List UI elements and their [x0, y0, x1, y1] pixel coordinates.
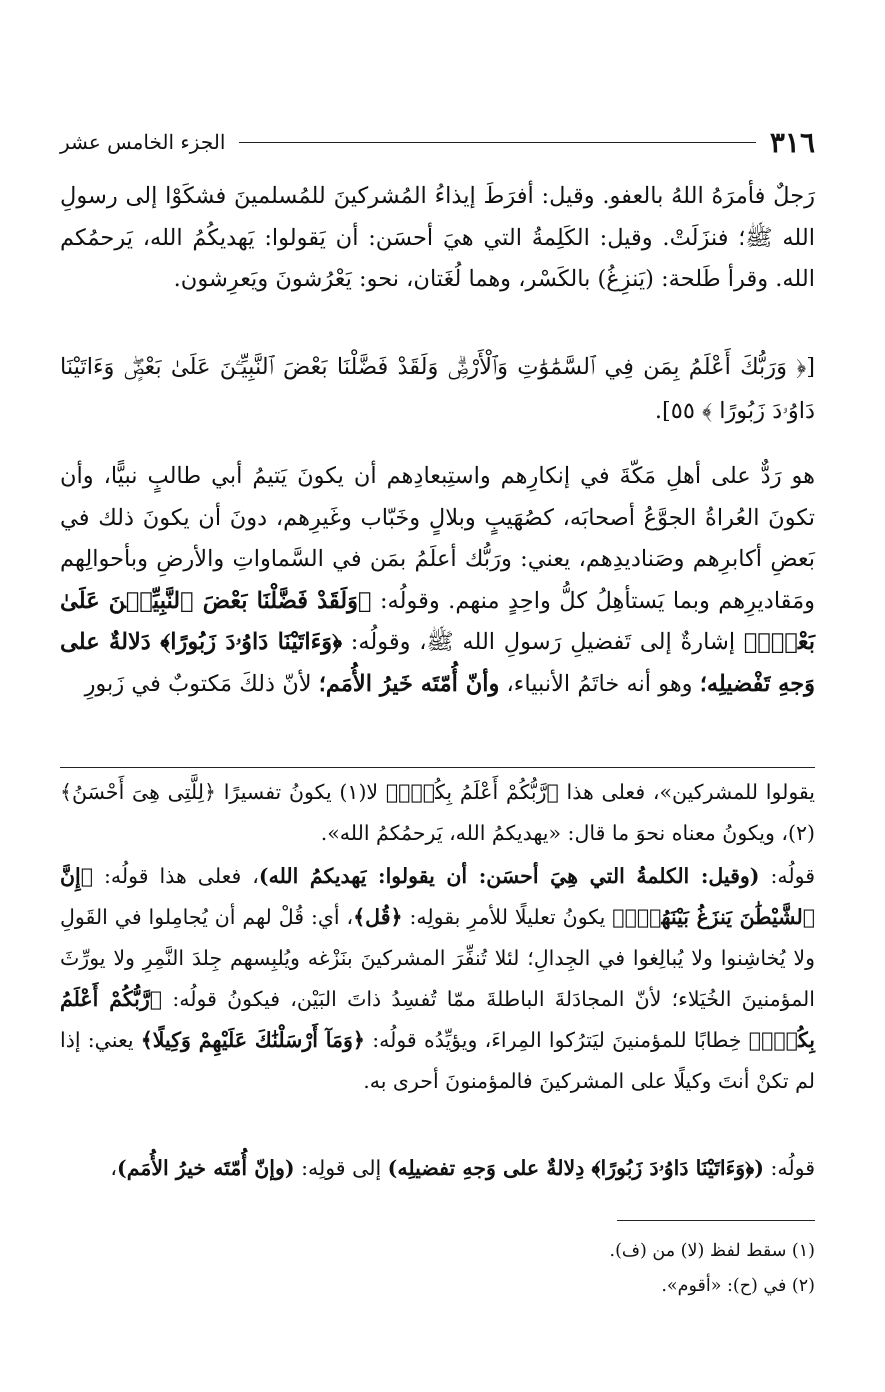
paragraph-2-part-1: هو رَدٌّ على أهلِ مَكّةَ في إنكارِهم واستِبعادِهم أن يكونَ يَتيمُ أبي طالبٍ نبيًّا، وأن تكونَ العُراةُ الجوَّعُ أصحابَه، كصُهَيبٍ وبلالٍ وخَبّاب وغَيرِهم، دونَ أن يكونَ ذلك في بَعضِ أكابرِهم وصَناديدِهم، يعني: ورَبُّك أعلَمُ بمَن في السَّماواتِ والأرضِ وبأحوالِهم ومَقاديرِهم وبما يَستأهِلُ كلُّ واحِدٍ منهم. وقولُه: — [60, 463, 815, 614]
commentary-3-bold-2: (وإنّ أُمّتَه خيرُ الأُمَم) — [117, 1156, 295, 1180]
commentary-3-intro: قولُه: — [763, 1156, 815, 1180]
commentary-2-text-4: خِطابًا للمؤمنينَ ليَترُكوا المِراءَ، ويؤيِّدُه قولُه: — [364, 1028, 749, 1052]
page-number: ٣١٦ — [769, 125, 815, 159]
paragraph-2 — [60, 456, 815, 705]
commentary-2-bold-1: (وقيل: الكلمةُ التي هِيَ أحسَن: أن يقولوا: يَهديكمُ الله) — [258, 864, 760, 888]
paragraph-2-part-2: إشارةٌ إلى تَفضيلِ رَسولِ الله ﷺ، وقولُه: — [342, 629, 744, 655]
footnote-rule — [617, 1220, 815, 1221]
commentary-2-intro: قولُه: — [759, 864, 816, 888]
commentary-2-quote-3: ﴿رَّبُّكُمْ أَعْلَمُ بِكُمْۖ﴾ — [60, 987, 816, 1052]
commentary-3-bold-1: (﴿وَءَاتَيْنَا دَاوُۥدَ زَبُورًا﴾ دِلالةٌ على وَجهِ تفضيلِه) — [387, 1156, 764, 1180]
commentary-2-text-2: يكونُ تعليلًا للأمرِ بقولِه: — [402, 905, 613, 929]
running-title: الجزء الخامس عشر — [60, 130, 226, 154]
commentary-2-text-3: ، أي: قُلْ لهم أن يُجامِلوا في القَولِ ولا يُخاشِنوا ولا يُبالِغوا في الجِدالِ؛ لئلا تُنفِّرَ المشركينَ بنَزْغه ويُلبِسهم جِلدَ النَّمِرِ ولا يورِّثَ المؤمنينَ الخُيَلاء؛ لأنّ المجادَلةَ الباطلةَ ممّا تُفسِدُ ذاتَ البَيْن، فيكونُ قولُه: — [60, 905, 815, 1011]
commentary-3-text-2: ، — [110, 1156, 118, 1180]
commentary-2-text-1: ، فعلى هذا قولُه: — [93, 864, 259, 888]
paragraph-2-part-4: وهو أنه خاتَمُ الأنبياء، — [499, 670, 700, 697]
header-rule — [239, 142, 755, 143]
commentary-3 — [60, 1148, 815, 1189]
commentary-divider — [60, 767, 815, 768]
paragraph-2-part-6: لأنّ ذلكَ مَكتوبٌ في زَبورِ — [84, 670, 319, 697]
quran-quote-1: ﴿وَلَقَدْ فَضَّلْنَا بَعْضَ ٱلنَّبِيِّـۧنَ عَلَىٰ بَعْضٍۖ﴾ — [60, 587, 815, 655]
footnote-1: (١) سقط لفظ (لا) من (ف). — [609, 1241, 815, 1261]
commentary-2-quote-1: ﴿إِنَّ ٱلشَّيْطَٰنَ يَنزَغُ بَيْنَهُمْۚ﴾ — [60, 864, 816, 929]
commentary-3-text-1: إلى قولِه: — [294, 1156, 388, 1180]
commentary-2-quote-2: ﴿قُل﴾ — [353, 905, 403, 929]
paragraph-2-part-3: دَلالةٌ على وَجهِ تَفْضيلِه؛ — [60, 629, 815, 697]
commentary-2 — [60, 856, 815, 1102]
commentary-1: يقولوا للمشركين»، فعلى هذا ﴿رَّبُّكُمْ أَعْلَمُ بِكُمْۖ﴾ لا(١) يكونُ تفسيرًا ﴿لِلَّتِى هِىَ أَحْسَنُ﴾(٢)، ويكونُ معناه نحوَ ما قال: «يهديكمُ الله، يَرحمُكمُ الله». — [60, 780, 815, 845]
book-page — [60, 0, 815, 1392]
page-header — [60, 122, 815, 162]
quran-quote-2: ﴿وَءَاتَيْنَا دَاوُۥدَ زَبُورًا﴾ — [160, 629, 343, 655]
paragraph-2-part-5: وأنّ أُمّتَه خَيرُ الأُمَم؛ — [318, 670, 500, 697]
footnote-2: (٢) في (ح): «أقوم». — [661, 1276, 815, 1296]
commentary-2-quote-4: ﴿وَمَآ أَرْسَلْنَٰكَ عَلَيْهِمْ وَكِيلًا﴾ — [140, 1028, 365, 1052]
commentary-2-text-5: يعني: إذا لم تكنْ أنتَ وكيلًا على المشركينَ فالمؤمنونَ أحرى به. — [60, 1028, 815, 1093]
paragraph-1: رَجلٌ فأمرَهُ اللهُ بالعفو. وقيل: أفرَطَ إيذاءُ المُشركينَ للمُسلمينَ فشكَوْا إلى رسولِ الله ﷺ؛ فنزَلَتْ. وقيل: الكَلِمةُ التي هيَ أحسَن: أن يَقولوا: يَهديكُمُ الله، يَرحمُكم الله. وقرأ طَلحة: (يَنزِغُ) بالكَسْر، وهما لُغَتان، نحو: يَعْرُشونَ ويَعرِشون. — [60, 183, 815, 292]
quran-verse: [﴿ وَرَبُّكَ أَعْلَمُ بِمَن فِي ٱلسَّمَٰوَٰتِ وَٱلْأَرْضِۗ وَلَقَدْ فَضَّلْنَا بَعْضَ ٱلنَّبِيِّـۧنَ عَلَىٰ بَعْضٍۖ وَءَاتَيْنَا دَاوُۥدَ زَبُورًا ﴾ ٥٥]. — [60, 354, 815, 424]
